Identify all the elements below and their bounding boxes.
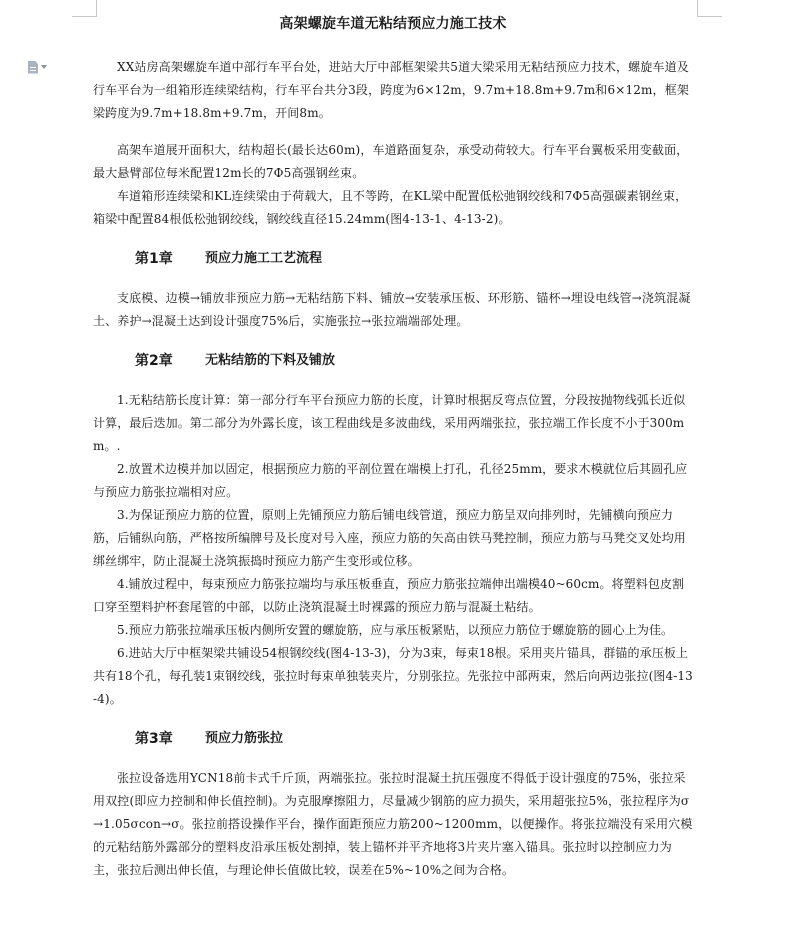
document-body <box>93 14 693 882</box>
chevron-down-icon <box>41 65 47 69</box>
intro-paragraph-1: XX站房高架螺旋车道中部行车平台处，进站大厅中部框架梁共5道大梁采用无粘结预应力技术，螺旋车道及行车平台为一组箱形连续梁结构，行车平台共分3段，跨度为6×12m，9.7m+18.8m+9.7m和6×12m，框架梁跨度为9.7m+18.8m+9.7m，开间8m。 <box>93 60 689 120</box>
chapter-2-item-4: 4.铺放过程中，每束预应力筋张拉端均与承压板垂直，预应力筋张拉端伸出端模40~60cm。将塑料包皮割口穿至塑料护杯套尾管的中部，以防止浇筑混凝土时裸露的预应力筋与混凝土粘结。 <box>93 577 685 614</box>
document-options-button[interactable] <box>28 60 54 74</box>
chapter-number: 第2章 <box>135 353 173 369</box>
chapter-number: 第3章 <box>135 731 173 747</box>
chapter-3-paragraph-1: 张拉设备选用YCN18前卡式千斤顶，两端张拉。张拉时混凝土抗压强度不得低于设计强度的75%，张拉采用双控(即应力控制和伸长值控制)。为克服摩擦阻力，尽量减少钢筋的应力损失，采用超张拉5%，张拉程序为σ→1.05σcon→σ。张拉前搭设操作平台，操作面距预应力筋200~1200mm，以便操作。将张拉端没有采用穴模的元粘结筋外露部分的塑料皮沿承压板处割掉，装上锚杯并平齐地将3片夹片塞入锚具。张拉时以控制应力为主，张拉后测出伸长值，与理论伸长值做比较，误差在5%~10%之间为合格。 <box>93 771 693 877</box>
intro-paragraph-2: 高架车道展开面积大，结构超长(最长达60m)，车道路面复杂，承受动荷较大。行车平台翼板采用变截面，最大悬臂部位每米配置12m长的7Φ5高强钢丝束。 <box>93 143 689 180</box>
chapter-2-heading <box>93 351 693 371</box>
chapter-number: 第1章 <box>135 251 173 267</box>
intro-paragraph-3: 车道箱形连续梁和KL连续梁由于荷载大，且不等跨，在KL梁中配置低松弛钢绞线和7Φ5高强碳素钢丝束，箱梁中配置84根低松弛钢绞线，钢绞线直径15.24mm(图4-13-1、4-13-2)。 <box>93 189 688 226</box>
chapter-2-item-3: 3.为保证预应力筋的位置，原则上先铺预应力筋后铺电线管道，预应力筋呈双向排列时，先铺横向预应力筋，后铺纵向筋，严格按所编牌号及长度对号入座，预应力筋的矢高由铁马凳控制，预应力筋与马凳交叉处均用绑丝绑牢，防止混凝土浇筑振捣时预应力筋产生变形或位移。 <box>93 508 686 568</box>
chapter-name: 无粘结筋的下料及铺放 <box>205 353 336 368</box>
document-icon <box>28 61 38 74</box>
chapter-name: 预应力筋张拉 <box>205 731 284 746</box>
chapter-2-item-1: 1.无粘结筋长度计算：第一部分行车平台预应力筋的长度，计算时根据反弯点位置，分段按抛物线弧长近似计算，最后迭加。第二部分为外露长度，该工程曲线是多波曲线，采用两端张拉，张拉端工作长度不小于300mm。. <box>93 393 686 453</box>
document-title: 高架螺旋车道无粘结预应力施工技术 <box>279 16 507 32</box>
chapter-2-item-6: 6.进站大厅中框架梁共铺设54根钢绞线(图4-13-3)，分为3束，每束18根。采用夹片锚具，群锚的承压板上共有18个孔，每孔装1束钢绞线，张拉时每束单独装夹片，分别张拉。先张拉中部两束，然后向两边张拉(图4-13-4)。 <box>93 646 693 706</box>
page-corner-mark-right <box>697 0 722 17</box>
chapter-2-item-2: 2.放置术边模并加以固定，根据预应力筋的平剖位置在端模上打孔，孔径25mm，要求木模就位后其圆孔应与预应力筋张拉端相对应。 <box>93 462 688 499</box>
chapter-2-item-5: 5.预应力筋张拉端承压板内侧所安置的螺旋筋，应与承压板紧贴，以预应力筋位于螺旋筋的圆心上为佳。 <box>117 623 674 637</box>
chapter-1-paragraph-1: 支底模、边模→铺放非预应力筋→无粘结筋下料、铺放→安装承压板、环形筋、锚杯→埋设电线管→浇筑混凝土、养护→混凝土达到设计强度75%后，实施张拉→张拉端端部处理。 <box>93 291 691 328</box>
chapter-3-heading <box>93 729 693 749</box>
chapter-1-heading <box>93 249 693 269</box>
chapter-name: 预应力施工工艺流程 <box>205 251 323 266</box>
